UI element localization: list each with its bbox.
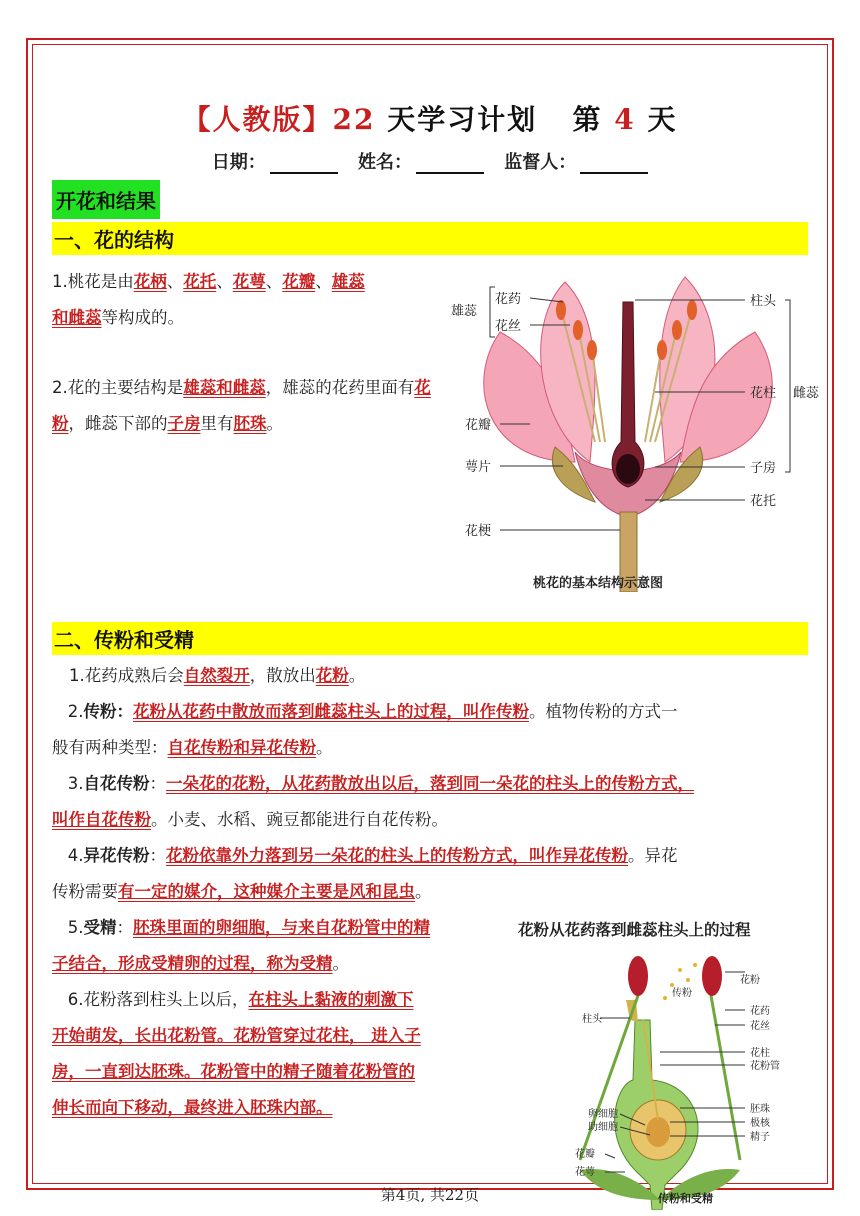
label-ovary: 子房 [750,461,777,476]
info-line [0,148,860,174]
section1-p1: 1.桃花是由花柄、花托、花萼、花瓣、雄蕊 和雌蕊等构成的。 [52,272,365,327]
section2-p2: 2.传粉：花粉从花药中散放而落到雌蕊柱头上的过程，叫作传粉。植物传粉的方式一 般有两种类型：自花传粉和异花传粉。 [52,702,678,757]
section1-heading: 一、花的结构 [52,222,808,255]
label-sepal: 萼片 [465,460,492,475]
name-blank[interactable] [416,154,484,174]
label-pollen: 花粉 [740,975,760,986]
label-anther: 花药 [495,292,522,307]
figure2-top-caption: 花粉从花药落到雌蕊柱头上的过程 [518,920,751,939]
section2-p6: 6.花粉落到柱头上以后，在柱头上黏液的刺激下 开始萌发，长出花粉管。花粉管穿过花柱， 进入子 房，一直到达胚珠。花粉管中的精子随着花粉管的 伸长而向下移动，最终进入胚珠内部。 [52,990,421,1117]
ovary [616,454,640,484]
label-stigma: 柱头 [750,294,777,309]
topic-tag: 开花和结果 [52,180,160,219]
title-bracket-right: 】 [302,103,333,136]
figure1-caption: 桃花的基本结构示意图 [533,576,664,591]
title-bracket-left: 【 [182,103,213,136]
label-pistil: 雌蕊 [793,386,820,401]
anther-left [628,956,648,996]
supervisor-label: 监督人： [504,152,577,173]
label-stamen: 雄蕊 [451,304,478,319]
label-pedicel: 花梗 [465,524,492,539]
title-plan: 天学习计划 [387,103,538,136]
figure2-caption: 传粉和受精 [658,1192,713,1205]
embryo-sac [646,1117,670,1147]
label-stigma: 柱头 [582,1014,602,1025]
title-edition: 人教版 [212,103,303,136]
name-label: 姓名： [358,152,412,173]
section2-p4: 4.异花传粉：花粉依靠外力落到另一朵花的柱头上的传粉方式，叫作异花传粉。异花 传粉需要有一定的媒介，这种媒介主要是风和昆虫。 [52,846,678,901]
label-pollination: 传粉 [672,988,692,999]
date-blank[interactable] [270,154,338,174]
title-num-days: 22 [332,103,376,136]
label-anther: 花药 [750,1006,770,1017]
label-style: 花柱 [750,1048,770,1059]
page-title [0,98,860,138]
title-day-unit: 天 [647,103,678,136]
label-sepal: 花萼 [575,1167,595,1178]
label-ovule: 胚珠 [750,1104,770,1115]
page-footer: 第4页, 共22页 [380,1186,480,1204]
date-label: 日期： [211,152,266,173]
label-polar-nuclei: 极核 [750,1118,770,1129]
peach-flower-diagram [445,262,825,592]
filament-right [710,990,740,1160]
supervisor-blank[interactable] [580,154,648,174]
label-filament: 花丝 [750,1021,770,1032]
label-filament: 花丝 [495,319,522,334]
section2-p3: 3.自花传粉：一朵花的花粉，从花药散放出以后，落到同一朵花的柱头上的传粉方式， 叫作自花传粉。小麦、水稻、豌豆都能进行自花传粉。 [52,774,694,829]
label-petal: 花瓣 [575,1149,595,1160]
section2-heading: 二、传粉和受精 [52,622,808,655]
section1-p2: 2.花的主要结构是雄蕊和雌蕊，雄蕊的花药里面有花粉，雌蕊下部的子房里有胚珠。 [52,378,431,433]
section2-p5: 5.受精：胚珠里面的卵细胞，与来自花粉管中的精 子结合，形成受精卵的过程，称为受精。 [52,918,430,973]
label-style: 花柱 [750,386,777,401]
title-day-num: 4 [614,103,636,136]
section2-p1: 1.花药成熟后会自然裂开，散放出花粉。 [69,666,366,685]
pollination-diagram [500,910,830,1210]
label-synergid: 助细胞 [588,1122,618,1133]
label-receptacle: 花托 [750,494,777,509]
anther-right [702,956,722,996]
label-sperm: 精子 [750,1132,770,1143]
label-egg-cell: 卵细胞 [588,1109,618,1120]
label-pollen-tube: 花粉管 [750,1061,780,1072]
title-day-label: 第 [572,103,603,136]
label-petal: 花瓣 [465,418,492,433]
